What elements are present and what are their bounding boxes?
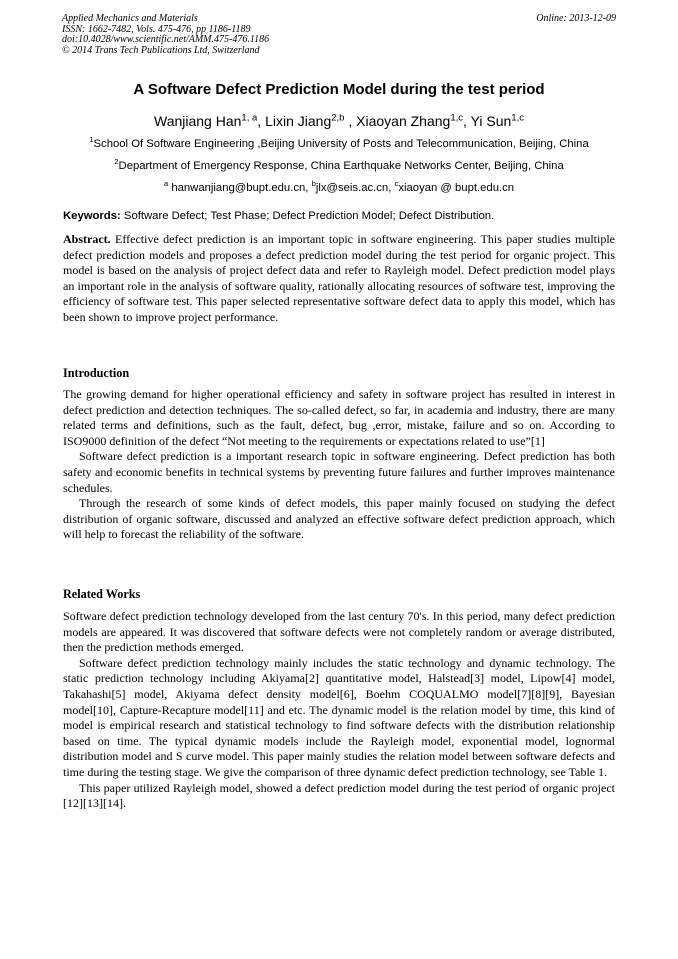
author-affiliation-mark: 2,b <box>331 112 345 124</box>
email-text: hanwanjiang@bupt.edu.cn, <box>168 182 312 194</box>
section-heading-related-works: Related Works <box>63 587 141 601</box>
email-mark: b <box>311 179 316 189</box>
journal-header <box>62 14 616 56</box>
paragraph: This paper utilized Rayleigh model, showed a defect prediction model during the test period of organic project [12][13][14]. <box>63 780 615 811</box>
online-date: Online: 2013-12-09 <box>536 13 616 24</box>
abstract-label: Abstract. <box>63 232 111 246</box>
paragraph: Software defect prediction technology mainly includes the static technology and dynamic technology. The static prediction technology including Akiyama[2] quantitative model, Halstead[3] model, Lipow[4] model, Takahashi[5] model, Akiyama defect density model[6], Boehm COQUALMO model[7][8][9], Bayesian model[10], Capture-Recapture model[11] and etc. The dynamic model is the relation model by time, this kind of model is empirical research and statistical technology to find software defects with the distribution relationship based on time. The typical dynamic models include the Rayleigh model, exponential model, lognormal distribution model and S curve model. This paper mainly studies the relation model between software defects and time during the testing stage. We give the comparison of three dynamic defect prediction technology, see Table 1. <box>63 655 615 779</box>
keywords-label: Keywords: <box>63 210 121 222</box>
paragraph: Through the research of some kinds of defect models, this paper mainly focused on studying the defect distribution of organic software, discussed and analyzed an effective software defect prediction approach, which will help to forecast the reliability of the software. <box>63 496 615 542</box>
affiliation-mark: 1 <box>89 135 94 145</box>
affiliation-2 <box>0 157 678 172</box>
paragraph: Software defect prediction technology developed from the last century 70's. In this period, many defect prediction models are appeared. It was discovered that software defects were not completely random or average distributed, then the prediction methods emerged. <box>63 609 615 655</box>
author-affiliation-mark: 1,c <box>511 112 524 124</box>
author-name: Wanjiang Han <box>154 113 242 129</box>
publication-info <box>62 14 616 56</box>
email-mark: c <box>394 179 399 189</box>
issn-line: ISSN: 1662-7482, Vols. 475-476, pp 1186-1189 <box>62 23 251 35</box>
author-name: Lixin Jiang <box>265 113 332 129</box>
author-name: Yi Sun <box>470 113 512 129</box>
affiliation-text: Department of Emergency Response, China Earthquake Networks Center, Beijing, China <box>118 160 564 172</box>
abstract <box>63 232 615 326</box>
section-heading-introduction: Introduction <box>63 366 130 380</box>
email-mark: a <box>163 179 169 189</box>
affiliation-1 <box>0 135 678 150</box>
related-works-body <box>63 609 615 812</box>
affiliation-text: School Of Software Engineering ,Beijing University of Posts and Telecommunication, Beijing, China <box>93 138 589 150</box>
introduction-body <box>63 387 615 543</box>
email-text: xiaoyan @ bupt.edu.cn <box>398 182 515 194</box>
copyright-line: © 2014 Trans Tech Publications Ltd, Switzerland <box>62 44 260 56</box>
doi-line: doi:10.4028/www.scientific.net/AMM.475-476.1186 <box>62 34 270 45</box>
journal-name: Applied Mechanics and Materials <box>62 13 198 24</box>
affiliation-mark: 2 <box>114 157 119 167</box>
paragraph: The growing demand for higher operational efficiency and safety in software project has resulted in interest in defect prediction and detection techniques. The so-called defect, so far, in academia and industry, there are many related terms and definitions, such as the fault, defect, bug ,error, mistake, failure and so on. According to ISO9000 definition of the defect “Not meeting to the requirements or expectations related to use”[1] <box>63 387 615 448</box>
abstract-text: Effective defect prediction is an important topic in software engineering. This paper studies multiple defect prediction models and proposes a defect prediction model during the test period for organic project. This model is based on the analysis of project defect data and refer to Rayleigh model. Defect prediction model plays an important role in the analysis of software quality, rationally allocating resources of software test, improving the efficiency of software test. This paper selected representative software defect data to apply this model, which has been shown to improve project performance. <box>63 232 615 324</box>
paragraph: Software defect prediction is a important research topic in software engineering. Defect prediction has both safety and economic benefits in technical systems by preventing future failures and further improves maintenance schedules. <box>63 449 615 495</box>
author-name: Xiaoyan Zhang <box>356 113 451 129</box>
author-list: Wanjiang Han$^{1, a}$, Lixin Jiang$^{2,b}$ , Xiaoyan Zhang$^{1,c}$, Yi Sun$^{1,c}$ <box>154 112 524 129</box>
email-text: jlx@seis.ac.cn, <box>315 182 395 194</box>
author-emails <box>0 179 678 194</box>
keywords-text: Software Defect; Test Phase; Defect Prediction Model; Defect Distribution. <box>120 210 495 222</box>
author-affiliation-mark: 1,c <box>450 112 464 124</box>
keywords <box>63 210 615 222</box>
author-affiliation-mark: 1, a <box>241 112 258 124</box>
paper-title: A Software Defect Prediction Model during the test period <box>133 81 545 98</box>
